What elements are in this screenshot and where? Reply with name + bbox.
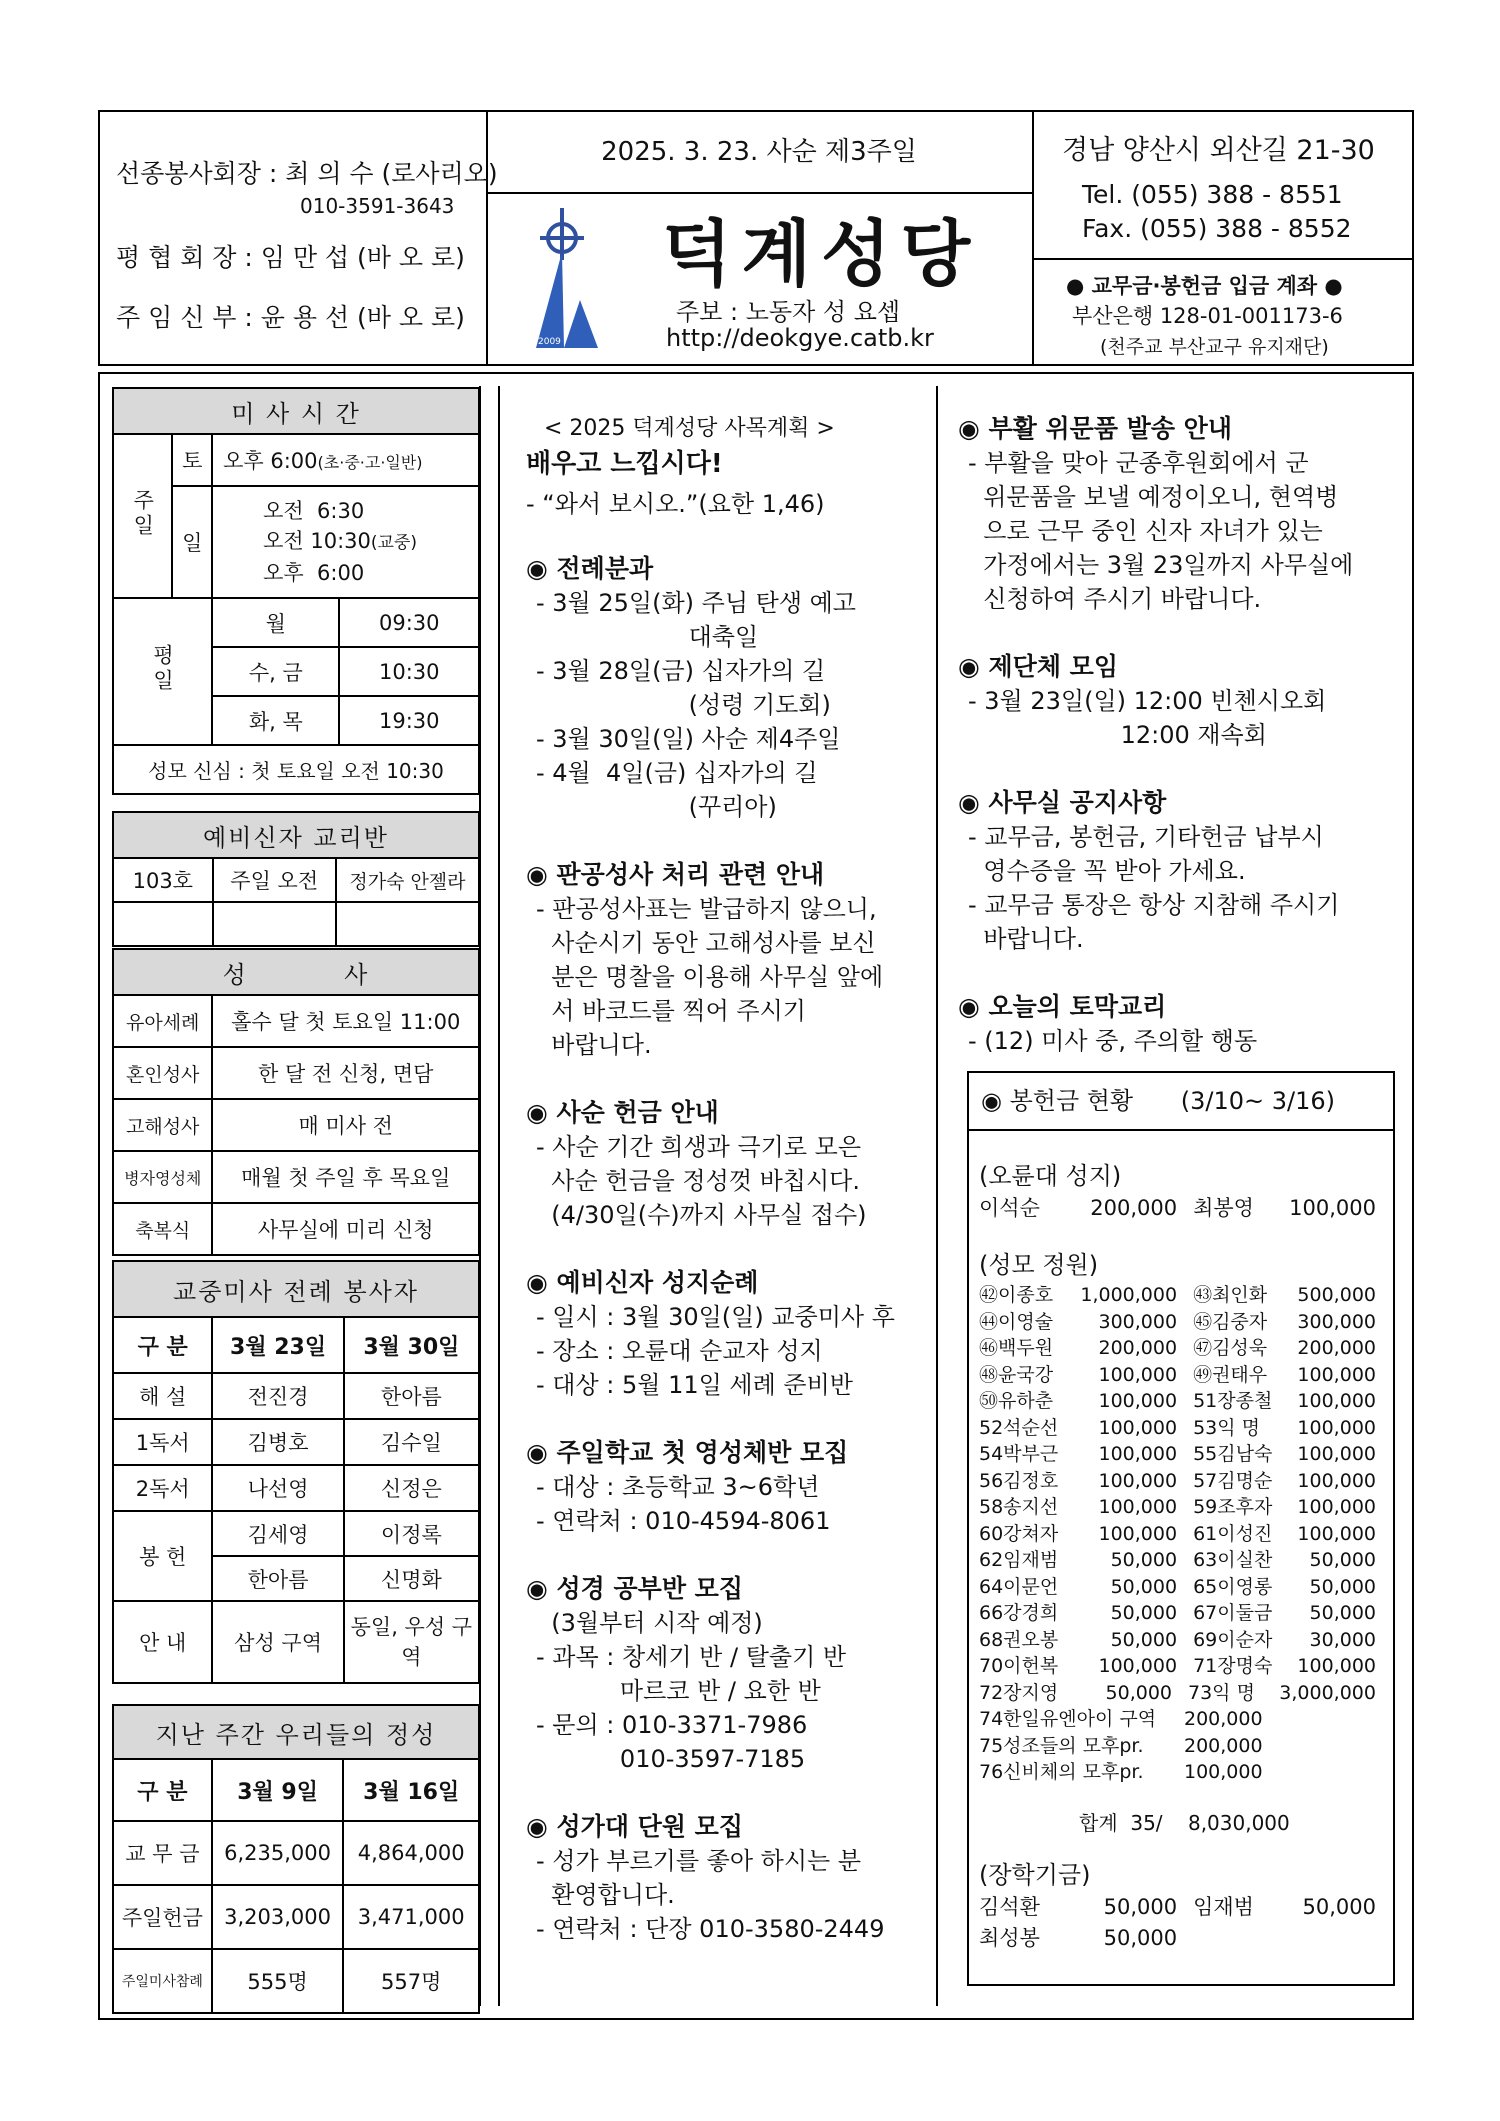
notice-line: 환영합니다.	[536, 1881, 675, 1909]
notice-line: - 판공성사표는 발급하지 않으니,	[536, 895, 877, 923]
notice-line: - 교무금, 봉헌금, 기타헌금 납부시	[968, 823, 1324, 851]
donor-name: ㊺김중자	[1193, 1310, 1268, 1333]
donation-row	[979, 1468, 1384, 1495]
donor-name: 69이순자	[1193, 1628, 1273, 1651]
server: 김병호	[212, 1419, 343, 1465]
col-header: 3월 16일	[343, 1759, 479, 1821]
sacrament-name: 병자영성체	[113, 1151, 212, 1203]
notice-line: - 3월 23일(일) 12:00 빈첸시오회	[968, 687, 1327, 715]
notice-line: - 일시 : 3월 30일(일) 교중미사 후	[536, 1303, 895, 1331]
donations-total: 합계 35/ 8,030,000	[1079, 1810, 1290, 1835]
sacrament-info: 홀수 달 첫 토요일 11:00	[212, 995, 479, 1047]
weekday-label: 평일	[150, 644, 175, 694]
website-link[interactable]: http://deokgye.catb.kr	[666, 324, 934, 352]
mass-title: 미 사 시 간	[113, 388, 479, 434]
donor-amount: 100,000	[1184, 1761, 1263, 1783]
officer-name: 윤 용 선 (바 오 로)	[260, 303, 465, 332]
header-contact	[1032, 112, 1412, 364]
notice-title: ◉ 전례분과	[526, 554, 654, 583]
donations-box	[967, 1071, 1395, 1986]
servers-table	[112, 1260, 480, 1684]
donation-row	[979, 1574, 1384, 1601]
notice-line: - 3월 25일(화) 주님 탄생 예고	[536, 589, 856, 617]
donation-row	[979, 1335, 1384, 1362]
giving-value: 6,235,000	[212, 1821, 344, 1885]
notice-line: - (12) 미사 중, 주의할 행동	[968, 1027, 1258, 1055]
notice-line: - 대상 : 초등학교 3~6학년	[536, 1473, 820, 1501]
server: 신정은	[344, 1465, 479, 1511]
donor-amount: 100,000	[1098, 1443, 1178, 1465]
sacrament-info: 매월 첫 주일 후 목요일	[212, 1151, 479, 1203]
scholar-list	[979, 1892, 1384, 1954]
donor-name: 61이성진	[1193, 1522, 1273, 1545]
server: 전진경	[212, 1373, 343, 1419]
sun-mass	[212, 486, 479, 598]
notice-section	[958, 990, 1408, 1058]
role: 봉 헌	[113, 1511, 212, 1601]
donor-amount: 100,000	[1098, 1655, 1178, 1677]
plan-head: < 2025 덕계성당 사목계획 >	[544, 416, 835, 441]
sun-time-main	[263, 526, 478, 558]
account-number: 부산은행 128-01-001173-6	[1072, 304, 1343, 328]
col-header: 3월 30일	[344, 1317, 479, 1373]
donor-name: 68권오봉	[979, 1628, 1059, 1651]
giving-value: 3,203,000	[212, 1885, 344, 1949]
notice-section	[526, 1572, 931, 1776]
server: 신명화	[344, 1556, 479, 1601]
notice-section	[526, 1810, 931, 1946]
donor-amount: 100,000	[1098, 1416, 1178, 1439]
giving-table	[112, 1704, 480, 2014]
right-column	[958, 396, 1408, 1058]
catechumen-teacher: 정가숙 안젤라	[336, 858, 479, 902]
notice-line: 바랍니다.	[968, 925, 1084, 953]
donor-amount: 50,000	[1110, 1575, 1178, 1598]
donor-amount: 100,000	[1098, 1496, 1178, 1518]
fax: Fax. (055) 388 - 8552	[1082, 214, 1352, 243]
notice-line: - 과목 : 창세기 반 / 탈출기 반	[536, 1643, 847, 1671]
notice-line: 영수증을 꼭 받아 가세요.	[968, 857, 1246, 885]
notice-line: - 교무금 통장은 항상 지참해 주시기	[968, 891, 1340, 919]
sun-note: (교중)	[370, 533, 418, 553]
header-officers	[100, 112, 498, 364]
notice-line: - 성가 부르기를 좋아 하시는 분	[536, 1847, 862, 1875]
plan-motto: 배우고 느낍시다!	[526, 449, 723, 479]
donor-name: 76신비체의 모후pr.	[979, 1761, 1144, 1783]
donor-name: 52석순선	[979, 1416, 1059, 1439]
notice-title: ◉ 제단체 모임	[958, 652, 1118, 681]
server: 김세영	[212, 1511, 343, 1556]
server: 나선영	[212, 1465, 343, 1511]
donation-row	[979, 1362, 1384, 1389]
sun-time: 오전 10:30	[263, 529, 371, 553]
sacrament-name: 고해성사	[113, 1099, 212, 1151]
donor-amount: 50,000	[1110, 1602, 1178, 1624]
notice-title: ◉ 오늘의 토막교리	[958, 992, 1167, 1021]
donor-name: 74한일유엔아이 구역	[979, 1708, 1157, 1730]
notice-title: ◉ 부활 위문품 발송 안내	[958, 414, 1232, 443]
notice-line: 대축일	[536, 623, 759, 651]
donor-name: ㊻백두원	[979, 1337, 1054, 1359]
notice-line: - 사순 기간 희생과 극기로 모은	[536, 1133, 862, 1161]
donor-name: 60강쳐자	[979, 1522, 1059, 1545]
sacrament-name: 유아세례	[113, 995, 212, 1047]
officer-name: 임 만 섭 (바 오 로)	[260, 243, 465, 272]
giving-value: 555명	[212, 1949, 344, 2013]
donor-name: 63이실찬	[1193, 1549, 1273, 1571]
officer-role: 주 임 신 부 :	[116, 303, 253, 332]
server: 이정록	[344, 1511, 479, 1556]
donor-amount: 50,000	[1309, 1602, 1376, 1624]
sacraments-table	[112, 948, 480, 1256]
sun-time: 오후 6:00	[263, 561, 365, 585]
notice-line: - 3월 30일(일) 사순 제4주일	[536, 725, 841, 753]
donor-name: 67이둘금	[1193, 1602, 1273, 1624]
weekday: 화, 목	[212, 696, 339, 745]
giving-label: 주일미사참례	[113, 1949, 212, 2013]
donor-amount: 50,000	[1110, 1628, 1178, 1651]
notice-section	[958, 650, 1408, 752]
notice-line: (꾸리아)	[536, 793, 777, 821]
notice-line: 사순 헌금을 정성껏 바칩시다.	[536, 1167, 860, 1195]
role: 해 설	[113, 1373, 212, 1419]
officer-phone: 010-3591-3643	[300, 194, 455, 218]
officer-role: 평 협 회 장 :	[116, 243, 253, 272]
giving-title: 지난 주간 우리들의 정성	[113, 1705, 479, 1759]
donor-name: 58송지선	[979, 1496, 1059, 1518]
tel: Tel. (055) 388 - 8551	[1082, 180, 1343, 209]
notice-line: 가정에서는 3월 23일까지 사무실에	[968, 551, 1354, 579]
catechumen-room: 103호	[113, 858, 213, 902]
officer-role: 선종봉사회장 :	[116, 159, 278, 188]
patron-saint: 주보 : 노동자 성 요셉	[676, 298, 901, 326]
donor-name: 71장명숙	[1193, 1655, 1273, 1677]
donor-amount: 100,000	[1297, 1496, 1376, 1518]
right-notices	[958, 412, 1408, 1058]
donation-row	[979, 1415, 1384, 1442]
donation-row	[979, 1388, 1384, 1415]
giving-value: 557명	[343, 1949, 479, 2013]
notice-title: ◉ 사무실 공지사항	[958, 788, 1167, 817]
notice-section	[526, 858, 931, 1062]
donor-name: 66강경희	[979, 1602, 1059, 1624]
sacrament-name: 축복식	[113, 1203, 212, 1255]
donor-amount: 30,000	[1309, 1628, 1376, 1651]
donor-amount: 300,000	[1297, 1310, 1376, 1333]
donation-row	[979, 1759, 1384, 1786]
donor-name: ㊹이영술	[979, 1310, 1054, 1333]
donation-row	[979, 1193, 1384, 1224]
donor-amount: 100,000	[1098, 1390, 1178, 1412]
donor-amount: 100,000	[1297, 1655, 1376, 1677]
donor-name: 59조후자	[1193, 1496, 1273, 1518]
logo-year: 2009	[538, 337, 561, 347]
giving-value: 3,471,000	[343, 1885, 479, 1949]
donor-amount: 200,000	[1184, 1708, 1263, 1730]
donor-name: 72장지영	[979, 1681, 1059, 1704]
sun-label: 일	[172, 486, 212, 598]
server: 동일, 우성 구역	[344, 1601, 479, 1683]
donor-amount: 50,000	[1105, 1681, 1172, 1704]
notice-line: 으로 근무 중인 신자 자녀가 있는	[968, 517, 1323, 545]
notice-title: ◉ 사순 헌금 안내	[526, 1098, 719, 1127]
notice-line: 신청하여 주시기 바랍니다.	[968, 585, 1262, 613]
donor-amount: 200,000	[1098, 1337, 1178, 1359]
donor-name: 임재범	[1193, 1894, 1254, 1919]
notice-line: 마르코 반 / 요한 반	[536, 1677, 821, 1705]
weekday-time: 09:30	[339, 598, 479, 647]
donor-amount: 200,000	[1184, 1734, 1263, 1757]
notice-line: - 3월 28일(금) 십자가의 길	[536, 657, 826, 685]
donor-amount: 100,000	[1297, 1522, 1376, 1545]
donor-name: ㊽윤국강	[979, 1363, 1054, 1386]
donor-name: 75성조들의 모후pr.	[979, 1734, 1144, 1757]
donor-amount: 100,000	[1297, 1443, 1376, 1465]
donations-section-title: (오륜대 성지)	[979, 1162, 1122, 1190]
donor-amount: 500,000	[1297, 1284, 1376, 1306]
donor-amount: 50,000	[1110, 1549, 1178, 1571]
notice-section	[958, 412, 1408, 616]
servers-title: 교중미사 전례 봉사자	[113, 1261, 479, 1317]
mass-times-table	[112, 387, 480, 795]
donor-amount: 100,000	[1297, 1390, 1376, 1412]
notice-line: 010-3597-7185	[536, 1745, 806, 1773]
donation-row	[979, 1282, 1384, 1309]
donor-amount: 50,000	[1103, 1925, 1178, 1950]
donation-row	[979, 1494, 1384, 1521]
donation-row	[979, 1521, 1384, 1548]
sacraments-title: 성 사	[113, 949, 479, 995]
notice-title: ◉ 주일학교 첫 영성체반 모집	[526, 1438, 849, 1467]
donation-row	[979, 1309, 1384, 1336]
donor-name: 최봉영	[1193, 1196, 1254, 1220]
col-header: 3월 9일	[212, 1759, 344, 1821]
server: 김수일	[344, 1419, 479, 1465]
col-header: 구 분	[113, 1317, 212, 1373]
notice-section	[526, 1096, 931, 1232]
notice-line: (3월부터 시작 예정)	[536, 1609, 763, 1637]
sat-label: 토	[172, 434, 212, 486]
donor-amount: 100,000	[1297, 1363, 1376, 1386]
donor-name: 70이헌복	[979, 1655, 1059, 1677]
donor-amount: 100,000	[1289, 1196, 1376, 1220]
weekday-time: 19:30	[339, 696, 479, 745]
notice-line: 바랍니다.	[536, 1031, 652, 1059]
donor-amount: 50,000	[1103, 1894, 1178, 1919]
divider	[1032, 258, 1412, 260]
notice-line: 12:00 재속회	[968, 721, 1267, 749]
role: 1독서	[113, 1419, 212, 1465]
donations-list	[979, 1159, 1384, 1954]
notice-line: - 대상 : 5월 11일 세례 준비반	[536, 1371, 853, 1399]
donor-name: 이석순	[979, 1196, 1040, 1220]
donor-amount: 50,000	[1302, 1894, 1376, 1919]
donor-name: 최성봉	[979, 1925, 1040, 1950]
notice-title: ◉ 판공성사 처리 관련 안내	[526, 860, 825, 889]
giving-value: 4,864,000	[343, 1821, 479, 1885]
notice-line: 분은 명찰을 이용해 사무실 앞에	[536, 963, 884, 991]
account-owner: (천주교 부산교구 유지재단)	[1100, 336, 1329, 358]
header-title-block	[486, 112, 1034, 364]
donations-header	[969, 1073, 1393, 1131]
notice-title: ◉ 성가대 단원 모집	[526, 1812, 743, 1841]
donor-name: 53익 명	[1193, 1416, 1261, 1439]
middle-column	[526, 414, 931, 1946]
officer-name: 최 의 수 (로사리오)	[285, 159, 498, 188]
bulletin-date: 2025. 3. 23. 사순 제3주일	[486, 112, 1032, 194]
notice-title: ◉ 예비신자 성지순례	[526, 1268, 759, 1297]
donor-amount: 200,000	[1090, 1196, 1178, 1220]
sacrament-name: 혼인성사	[113, 1047, 212, 1099]
sat-time: 오후 6:00	[223, 449, 318, 473]
weekday: 월	[212, 598, 339, 647]
donor-name: ㊼김성욱	[1193, 1337, 1268, 1359]
officer-line-2	[116, 238, 465, 274]
donations-section-title: (성모 정원)	[979, 1251, 1099, 1279]
server: 한아름	[344, 1373, 479, 1419]
server: 한아름	[212, 1556, 343, 1601]
sacrament-info: 매 미사 전	[212, 1099, 479, 1151]
donation-row	[979, 1547, 1384, 1574]
notice-section	[526, 1266, 931, 1402]
notice-line: - 연락처 : 단장 010-3580-2449	[536, 1915, 885, 1943]
donor-name: 64이문언	[979, 1575, 1059, 1598]
donation-row	[979, 1923, 1384, 1954]
donor-amount: 300,000	[1098, 1310, 1178, 1333]
church-logo-icon	[530, 208, 610, 354]
donation-row	[979, 1706, 1384, 1733]
role: 안 내	[113, 1601, 212, 1683]
donation-row	[979, 1653, 1384, 1680]
notice-section	[958, 786, 1408, 956]
donor-amount: 3,000,000	[1279, 1681, 1376, 1704]
donor-amount: 100,000	[1297, 1416, 1376, 1439]
officer-line-1	[116, 154, 498, 190]
notice-line: - 문의 : 010-3371-7986	[536, 1711, 808, 1739]
donor-amount: 50,000	[1309, 1575, 1376, 1598]
sacrament-info: 한 달 전 신청, 면담	[212, 1047, 479, 1099]
donor-amount: 50,000	[1309, 1549, 1376, 1571]
sacrament-info: 사무실에 미리 신청	[212, 1203, 479, 1255]
column-divider	[936, 386, 938, 2006]
col-header: 3월 23일	[212, 1317, 343, 1373]
donor-name: ㊸최인화	[1193, 1284, 1268, 1306]
bulletin-header	[98, 110, 1414, 366]
column-divider	[498, 386, 500, 2006]
sun-time: 오전 6:30	[263, 499, 365, 523]
donor-name: ㊾권태우	[1193, 1363, 1268, 1386]
donor-name: 62임재범	[979, 1549, 1059, 1571]
notice-section	[526, 552, 931, 824]
marian-devotion: 성모 신심 : 첫 토요일 오전 10:30	[113, 745, 479, 794]
donations-section-title: (장학기금)	[979, 1860, 1091, 1889]
donor-name: ㊿유하춘	[979, 1390, 1054, 1412]
statue-list	[979, 1282, 1384, 1706]
donation-row	[979, 1892, 1384, 1923]
church-name: 덕계성당	[662, 211, 981, 296]
donor-amount: 100,000	[1297, 1469, 1376, 1492]
donor-amount: 100,000	[1098, 1469, 1178, 1492]
donor-name: 51장종철	[1193, 1390, 1273, 1412]
donor-name: 73익 명	[1188, 1681, 1255, 1704]
catechumen-title: 예비신자 교리반	[113, 812, 479, 858]
donor-amount: 200,000	[1297, 1337, 1376, 1359]
weekday-time: 10:30	[339, 647, 479, 696]
sat-mass	[212, 434, 479, 486]
donor-amount: 100,000	[1098, 1363, 1178, 1386]
notice-line: - 부활을 맞아 군종후원회에서 군	[968, 449, 1309, 477]
notice-line: (성령 기도회)	[536, 691, 831, 719]
server: 삼성 구역	[212, 1601, 343, 1683]
sat-note: (초·중·고·일반)	[317, 453, 423, 472]
officer-line-3	[116, 298, 465, 334]
giving-label: 주일헌금	[113, 1885, 212, 1949]
role: 2독서	[113, 1465, 212, 1511]
notice-line: 서 바코드를 찍어 주시기	[536, 997, 806, 1025]
notice-line: - 4월 4일(금) 십자가의 길	[536, 759, 818, 787]
account-title: ● 교무금·봉헌금 입금 계좌 ●	[1066, 274, 1343, 298]
col-header: 구 분	[113, 1759, 212, 1821]
donation-row	[979, 1600, 1384, 1627]
notice-title: ◉ 성경 공부반 모집	[526, 1574, 743, 1603]
sunday-label: 주일	[130, 488, 155, 539]
donor-name	[1185, 1923, 1287, 1954]
group-list	[979, 1706, 1384, 1786]
donation-row	[979, 1441, 1384, 1468]
donor-amount	[1287, 1923, 1376, 1954]
donations-period: (3/10~ 3/16)	[1180, 1087, 1336, 1115]
donation-row	[979, 1733, 1384, 1760]
notice-line: - 연락처 : 010-4594-8061	[536, 1507, 831, 1535]
notice-line: 사순시기 동안 고해성사를 보신	[536, 929, 876, 957]
donor-name: 57김명순	[1193, 1469, 1273, 1492]
donations-title: ◉ 봉헌금 현황	[981, 1087, 1134, 1115]
donor-amount: 100,000	[1098, 1522, 1178, 1545]
oryundae-list	[979, 1193, 1384, 1224]
address: 경남 양산시 외산길 21-30	[1062, 135, 1375, 166]
catechumen-time: 주일 오전	[213, 858, 336, 902]
donation-row	[979, 1680, 1384, 1707]
middle-notices	[526, 552, 931, 1946]
notice-line: 위문품을 보낼 예정이오니, 현역병	[968, 483, 1339, 511]
giving-label: 교 무 금	[113, 1821, 212, 1885]
notice-line: - 장소 : 오륜대 순교자 성지	[536, 1337, 823, 1365]
donor-name: ㊷이종호	[979, 1284, 1054, 1306]
catechumen-table	[112, 811, 480, 947]
plan-quote: - “와서 보시오.”(요한 1,46)	[526, 490, 825, 518]
donor-amount: 1,000,000	[1080, 1284, 1178, 1306]
donor-name: 55김남숙	[1193, 1443, 1273, 1465]
donor-name: 65이영롱	[1193, 1575, 1273, 1598]
notice-line: (4/30일(수)까지 사무실 접수)	[536, 1201, 867, 1229]
weekday: 수, 금	[212, 647, 339, 696]
donor-name: 김석환	[979, 1894, 1040, 1919]
donor-name: 54박부근	[979, 1443, 1059, 1465]
notice-section	[526, 1436, 931, 1538]
donor-name: 56김정호	[979, 1469, 1059, 1492]
donation-row	[979, 1627, 1384, 1654]
